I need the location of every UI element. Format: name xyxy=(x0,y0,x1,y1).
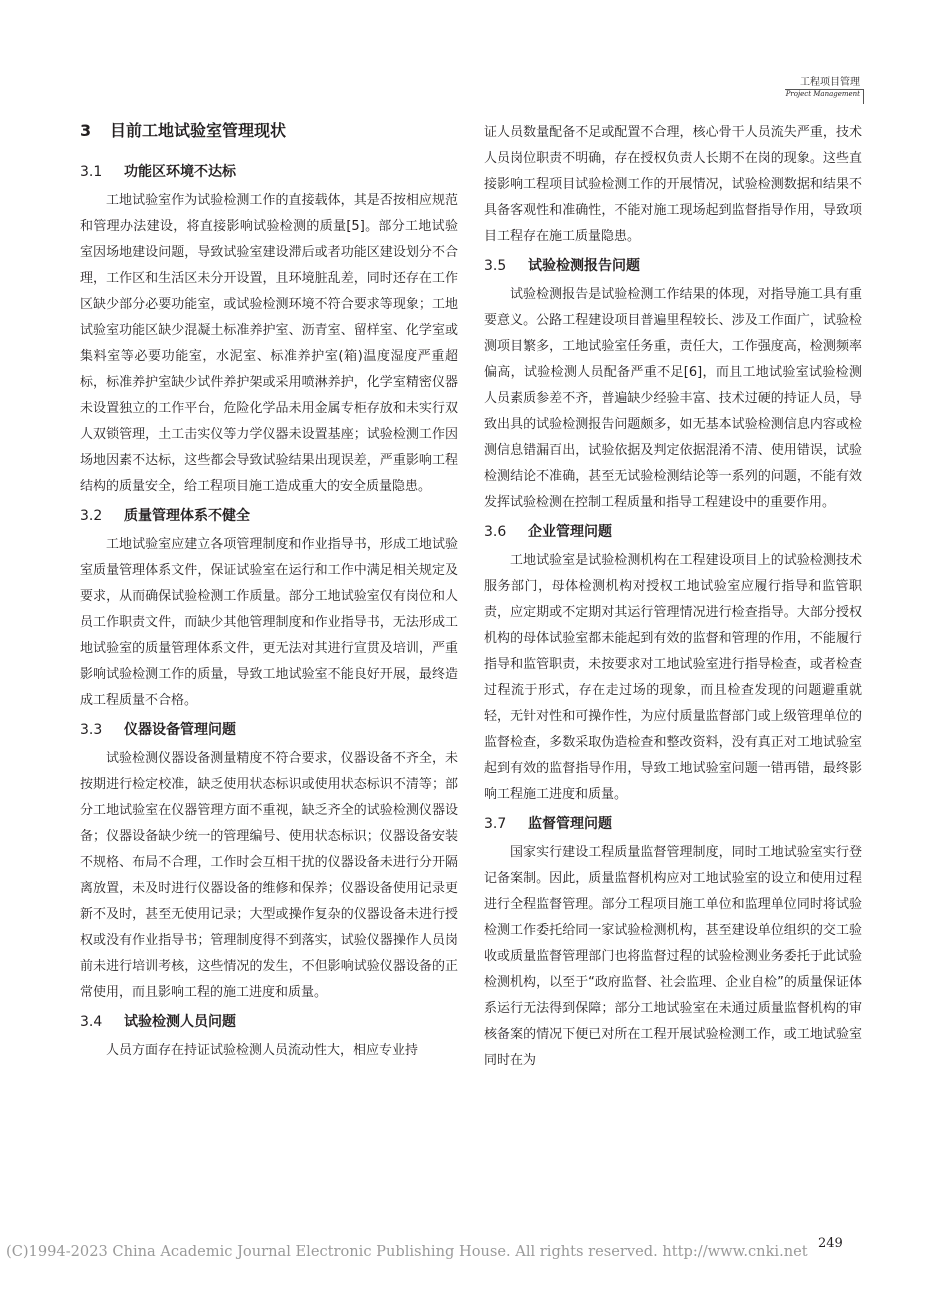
section-title: 目前工地试验室管理现状 xyxy=(110,121,287,140)
journal-header xyxy=(785,76,860,104)
subsection-title: 监督管理问题 xyxy=(528,816,612,832)
paragraph: 国家实行建设工程质量监督管理制度，同时工地试验室实行登记备案制。因此，质量监督机构应对工地试验室的设立和使用过程进行全程监督管理。部分工程项目施工单位和监理单位同时将试验检测工作委托给同一家试验检测机构，甚至建设单位组织的交工验收或质量监督管理部门也将监督过程的试验检测业务委托于此试验检测机构，以至于“政府监督、社会监理、企业自检”的质量保证体系运行无法得到保障；部分工地试验室在未通过质量监督机构的审核备案的情况下便已对所在工程开展试验检测工作，或工地试验室同时在为 xyxy=(484,845,862,1068)
journal-title-cn: 工程项目管理 xyxy=(800,77,860,88)
left-column xyxy=(80,120,458,1064)
subsection-title: 功能区环境不达标 xyxy=(124,164,236,180)
subsection-title: 质量管理体系不健全 xyxy=(124,508,250,524)
header-corner xyxy=(859,89,864,104)
subsection-number: 3.1 xyxy=(80,164,103,180)
header-rule xyxy=(785,89,860,90)
subsection-number: 3.2 xyxy=(80,508,103,524)
section-number: 3 xyxy=(80,121,92,140)
subsection-number: 3.3 xyxy=(80,722,103,738)
subsection-heading-3-5 xyxy=(484,250,862,282)
subsection-title: 仪器设备管理问题 xyxy=(124,722,236,738)
subsection-number: 3.5 xyxy=(484,258,507,274)
subsection-heading-3-1 xyxy=(80,156,458,188)
section-heading xyxy=(80,120,458,142)
subsection-heading-3-7 xyxy=(484,808,862,840)
journal-title-en: Project Management xyxy=(785,90,860,98)
subsection-title: 试验检测人员问题 xyxy=(124,1014,236,1030)
subsection-title: 企业管理问题 xyxy=(528,524,612,540)
subsection-heading-3-3 xyxy=(80,714,458,746)
subsection-heading-3-4 xyxy=(80,1006,458,1038)
subsection-heading-3-6 xyxy=(484,516,862,548)
subsection-title: 试验检测报告问题 xyxy=(528,258,640,274)
right-column xyxy=(484,120,862,1074)
paragraph: 试验检测仪器设备测量精度不符合要求，仪器设备不齐全，未按期进行检定校准，缺乏使用状态标识或使用状态标识不清等；部分工地试验室在仪器管理方面不重视，缺乏齐全的试验检测仪器设备；仪器设备缺少统一的管理编号、使用状态标识；仪器设备安装不规格、布局不合理，工作时会互相干扰的仪器设备未进行分开隔离放置，未及时进行仪器设备的维修和保养；仪器设备使用记录更新不及时，甚至无使用记录；大型或操作复杂的仪器设备未进行授权或没有作业指导书；管理制度得不到落实，试验仪器操作人员岗前未进行培训考核，这些情况的发生，不但影响试验仪器设备的正常使用，而且影响工程的施工进度和质量。 xyxy=(80,751,458,1000)
copyright-notice: (C)1994-2023 China Academic Journal Electronic Publishing House. All rights reserved. http://www.cnki.net xyxy=(6,1243,808,1260)
subsection-number: 3.6 xyxy=(484,524,507,540)
paragraph: 人员方面存在持证试验检测人员流动性大，相应专业持 xyxy=(106,1043,419,1058)
paragraph: 工地试验室作为试验检测工作的直接载体，其是否按相应规范和管理办法建设，将直接影响试验检测的质量[5]。部分工地试验室因场地建设问题，导致试验室建设滞后或者功能区建设划分不合理，工作区和生活区未分开设置，且环境脏乱差，同时还存在工作区缺少部分必要功能室，或试验检测环境不符合要求等现象；工地试验室功能区缺少混凝土标准养护室、沥青室、留样室、化学室或集料室等必要功能室，水泥室、标准养护室(箱)温度湿度严重超标，标准养护室缺少试件养护架或采用喷淋养护，化学室精密仪器未设置独立的工作平台，危险化学品未用金属专柜存放和未实行双人双锁管理，土工击实仪等力学仪器未设置基座；试验检测工作因场地因素不达标，这些都会导致试验结果出现误差，严重影响工程结构的质量安全，给工程项目施工造成重大的安全质量隐患。 xyxy=(80,193,458,494)
subsection-number: 3.7 xyxy=(484,816,507,832)
paragraph: 试验检测报告是试验检测工作结果的体现，对指导施工具有重要意义。公路工程建设项目普遍里程较长、涉及工作面广，试验检测项目繁多，工地试验室任务重，责任大，工作强度高，检测频率偏高，试验检测人员配备严重不足[6]，而且工地试验室试验检测人员素质参差不齐，普遍缺少经验丰富、技术过硬的持证人员，导致出具的试验检测报告问题颇多，如无基本试验检测信息内容或检测信息错漏百出，试验依据及判定依据混淆不清、使用错误，试验检测结论不准确，甚至无试验检测结论等一系列的问题，不能有效发挥试验检测在控制工程质量和指导工程建设中的重要作用。 xyxy=(484,287,862,510)
paragraph: 工地试验室是试验检测机构在工程建设项目上的试验检测技术服务部门，母体检测机构对授权工地试验室应履行指导和监管职责，应定期或不定期对其运行管理情况进行检查指导。大部分授权机构的母体试验室都未能起到有效的监督和管理的作用，不能履行指导和监管职责，未按要求对工地试验室进行指导检查，或者检查过程流于形式，存在走过场的现象，而且检查发现的问题避重就轻，无针对性和可操作性，为应付质量监督部门或上级管理单位的监督检查，多数采取伪造检查和整改资料，没有真正对工地试验室起到有效的监督指导作用，导致工地试验室问题一错再错，最终影响工程施工进度和质量。 xyxy=(484,553,862,802)
page-number: 249 xyxy=(818,1236,843,1251)
paragraph-continued: 证人员数量配备不足或配置不合理，核心骨干人员流失严重，技术人员岗位职责不明确，存在授权负责人长期不在岗的现象。这些直接影响工程项目试验检测工作的开展情况，试验检测数据和结果不具备客观性和准确性，不能对施工现场起到监督指导作用，导致项目工程存在施工质量隐患。 xyxy=(484,125,862,244)
subsection-number: 3.4 xyxy=(80,1014,103,1030)
paragraph: 工地试验室应建立各项管理制度和作业指导书，形成工地试验室质量管理体系文件，保证试验室在运行和工作中满足相关规定及要求，从而确保试验检测工作质量。部分工地试验室仅有岗位和人员工作职责文件，而缺少其他管理制度和作业指导书，无法形成工地试验室的质量管理体系文件，更无法对其进行宣贯及培训，严重影响试验检测工作的质量，导致工地试验室不能良好开展，最终造成工程质量不合格。 xyxy=(80,537,458,708)
subsection-heading-3-2 xyxy=(80,500,458,532)
